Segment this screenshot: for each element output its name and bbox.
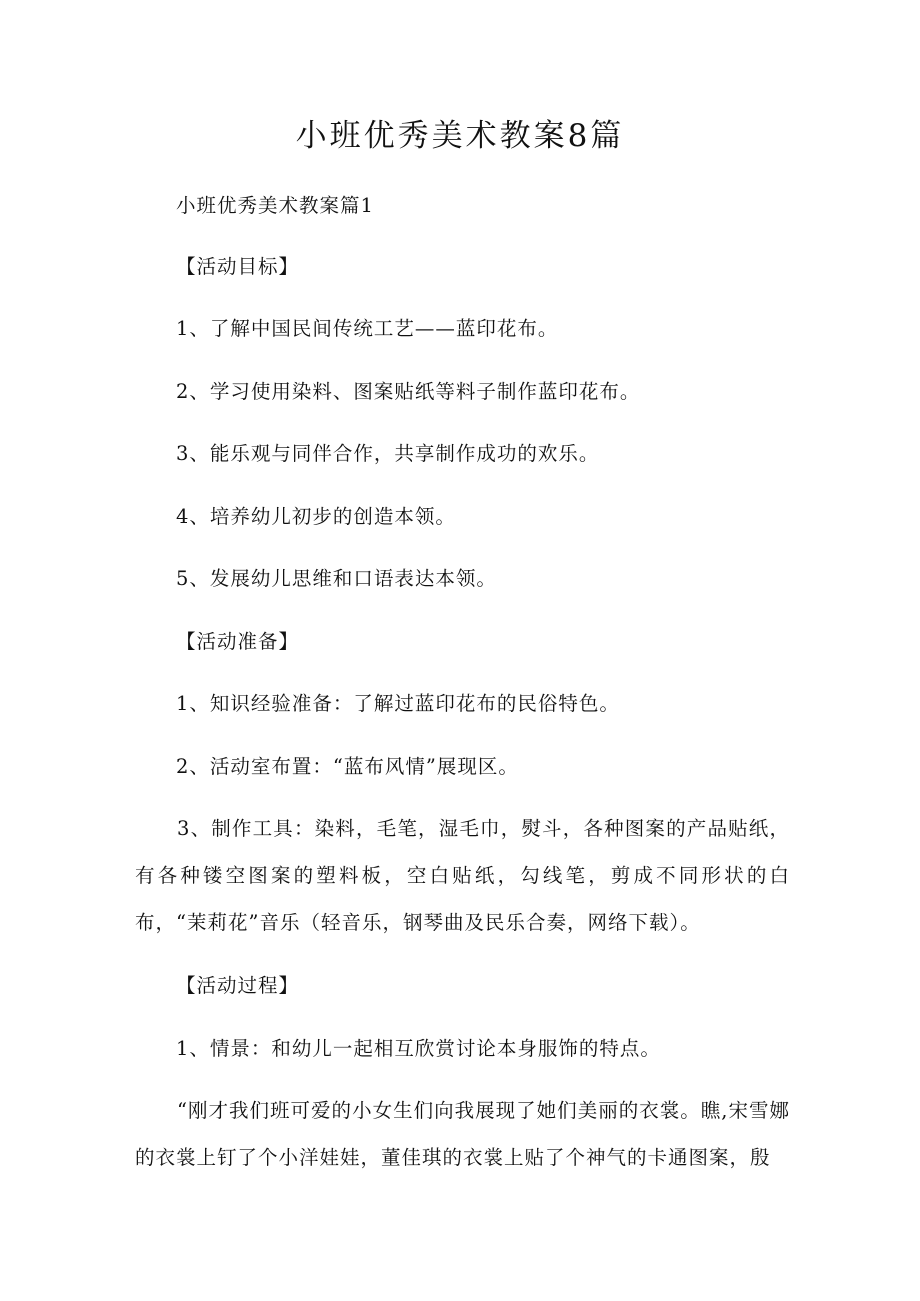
process-paragraph: “刚才我们班可爱的小女生们向我展现了她们美丽的衣裳。瞧,宋雪娜的衣裳上钉了个小洋娃娃，董佳琪的衣裳上贴了个神气的卡通图案，殷 (135, 1099, 790, 1169)
goal-item: 2、学习使用染料、图案贴纸等料子制作蓝印花布。 (176, 380, 641, 403)
process-item: 1、情景：和幼儿一起相互欣赏讨论本身服饰的特点。 (176, 1037, 661, 1060)
goal-item: 3、能乐观与同伴合作，共享制作成功的欢乐。 (176, 442, 600, 465)
goals-heading: 【活动目标】 (176, 255, 300, 278)
process-heading: 【活动过程】 (176, 974, 300, 997)
prep-item-paragraph: 3、制作工具：染料，毛笔，湿毛巾，熨斗，各种图案的产品贴纸，有各种镂空图案的塑料板，空白贴纸，勾线笔，剪成不同形状的白布，“茉莉花”音乐（轻音乐，钢琴曲及民乐合奏，网络下载）。 (135, 817, 790, 934)
document-title: 小班优秀美术教案8篇 (295, 118, 625, 154)
prep-item: 1、知识经验准备：了解过蓝印花布的民俗特色。 (176, 692, 620, 715)
goal-item: 5、发展幼儿思维和口语表达本领。 (176, 567, 497, 590)
goal-item: 4、培养幼儿初步的创造本领。 (176, 505, 456, 528)
goal-item: 1、了解中国民间传统工艺——蓝印花布。 (176, 317, 559, 340)
prep-heading: 【活动准备】 (176, 630, 300, 653)
prep-item: 2、活动室布置：“蓝布风情”展现区。 (176, 755, 519, 778)
section-heading: 小班优秀美术教案篇1 (176, 194, 374, 217)
